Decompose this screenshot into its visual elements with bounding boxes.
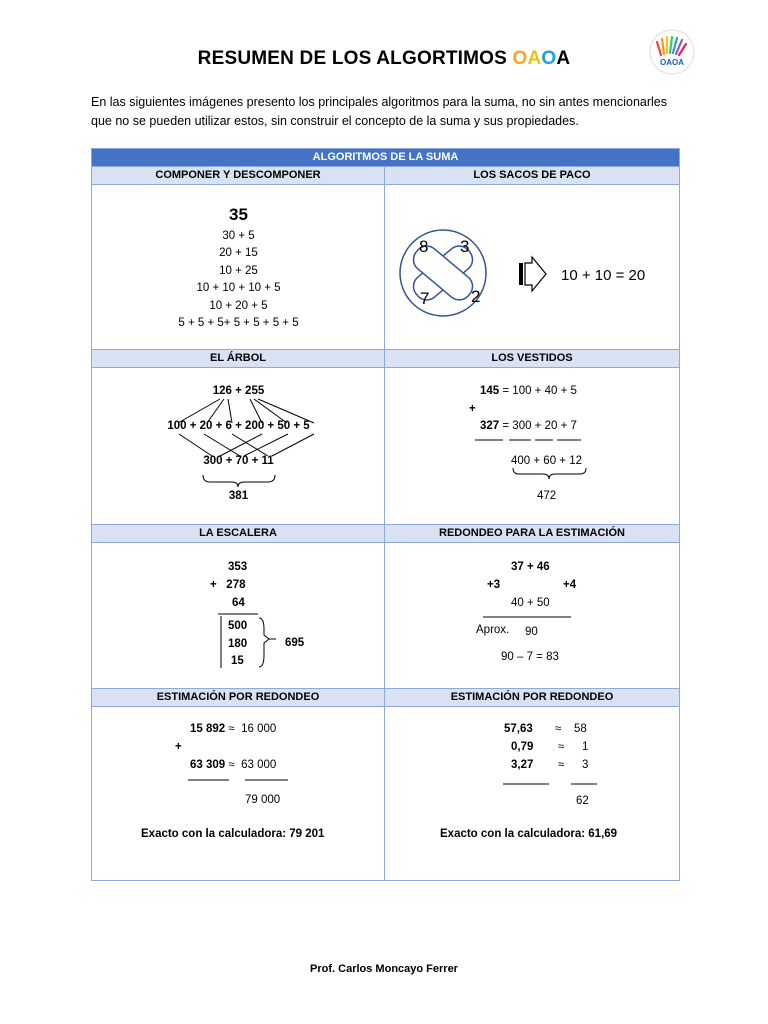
escalera-p1: 500 — [228, 620, 248, 632]
vestidos-decomp1: = 100 + 40 + 5 — [499, 385, 577, 397]
sacos-result: 10 + 10 = 20 — [561, 267, 646, 284]
sack-digit: 8 — [419, 237, 429, 256]
estimacion2-rounded: 58 — [574, 723, 587, 735]
cell-escalera — [92, 543, 385, 689]
logo-text: OAOA — [660, 58, 684, 67]
estimacion2-rounded: 3 — [582, 759, 589, 771]
estimacion2-value: 57,63 — [504, 723, 533, 735]
estimacion2-approx: ≈ — [555, 723, 562, 735]
title-brand-a1: A — [527, 48, 542, 69]
cell-arbol — [92, 368, 385, 525]
estimacion1-a-rounded: ≈ 16 000 — [225, 723, 277, 735]
cell-redondeo — [385, 543, 680, 689]
componer-line: 20 + 15 — [219, 247, 258, 259]
estimacion1-b-value: 63 309 — [190, 759, 226, 771]
table-heading: ALGORITMOS DE LA SUMA — [92, 149, 680, 167]
escalera-p3: 15 — [231, 655, 244, 667]
estimacion1-b-rounded: ≈ 63 000 — [225, 759, 277, 771]
componer-line: 10 + 20 + 5 — [209, 300, 268, 312]
header-redondeo: REDONDEO PARA LA ESTIMACIÓN — [385, 525, 680, 543]
cell-sacos — [385, 185, 680, 350]
redondeo-sum: 40 + 50 — [511, 597, 550, 609]
footer-author: Prof. Carlos Moncayo Ferrer — [310, 963, 458, 975]
header-estimacion-1: ESTIMACIÓN POR REDONDEO — [92, 689, 385, 707]
oaoa-logo — [648, 28, 696, 76]
vestidos-sum: 400 + 60 + 12 — [511, 455, 582, 467]
redondeo-adj-right: +4 — [563, 579, 577, 591]
vestidos-plus: + — [469, 403, 476, 415]
header-componer: COMPONER Y DESCOMPONER — [92, 167, 385, 185]
sack-digit: 2 — [471, 287, 481, 306]
redondeo-aprox-value: 90 — [525, 626, 538, 638]
title-brand-o1: O — [512, 48, 528, 69]
redondeo-adj-left: +3 — [487, 579, 501, 591]
escalera-result: 695 — [285, 637, 305, 649]
redondeo-top: 37 + 46 — [511, 561, 550, 573]
redondeo-aprox-label: Aprox. — [476, 624, 510, 636]
estimacion1-lines — [92, 707, 385, 880]
vestidos-decomp2: = 300 + 20 + 7 — [499, 420, 577, 432]
escalera-n3: 64 — [232, 597, 245, 609]
escalera-n2: + 278 — [210, 579, 246, 591]
sacos-diagram — [385, 185, 680, 349]
header-estimacion-2: ESTIMACIÓN POR REDONDEO — [385, 689, 680, 707]
componer-line: 30 + 5 — [222, 230, 255, 242]
tree-result: 381 — [228, 490, 249, 502]
cell-vestidos — [385, 368, 680, 525]
intro-paragraph: En las siguientes imágenes presento los principales algoritmos para la suma, no sin antes mencionarles que no se pueden utilizar estos, sin construir el concepto de la suma y sus propiedades. — [91, 95, 668, 128]
header-vestidos: LOS VESTIDOS — [385, 350, 680, 368]
componer-line: 10 + 10 + 10 + 5 — [196, 282, 281, 294]
cell-estimacion-2 — [385, 707, 680, 881]
estimacion1-sum: 79 000 — [245, 794, 281, 806]
estimacion2-rounded: 1 — [582, 741, 589, 753]
header-arbol: EL ÁRBOL — [92, 350, 385, 368]
title-prefix: RESUMEN DE LOS ALGORTIMOS — [197, 48, 513, 69]
vestidos-lines — [385, 368, 680, 524]
sack-digit: 3 — [460, 237, 470, 256]
vestidos-num1: 145 — [480, 385, 500, 397]
estimacion2-approx: ≈ — [558, 741, 565, 753]
estimacion2-value: 0,79 — [511, 741, 534, 753]
estimacion2-exact: Exacto con la calculadora: 61,69 — [440, 828, 618, 840]
escalera-n1: 353 — [228, 561, 248, 573]
estimacion2-value: 3,27 — [511, 759, 534, 771]
header-escalera: LA ESCALERA — [92, 525, 385, 543]
redondeo-line — [385, 543, 680, 688]
componer-number: 35 — [229, 205, 248, 224]
estimacion1-plus: + — [175, 741, 182, 753]
arrow-icon — [519, 257, 546, 291]
sack-digit: 7 — [420, 289, 430, 308]
title-brand-o2: O — [541, 48, 557, 69]
redondeo-final: 90 – 7 = 83 — [501, 651, 559, 663]
tree-top: 126 + 255 — [212, 385, 265, 397]
componer-line: 5 + 5 + 5+ 5 + 5 + 5 + 5 — [178, 317, 299, 329]
estimacion2-lines — [385, 707, 680, 880]
componer-line: 10 + 25 — [219, 265, 258, 277]
header-sacos: LOS SACOS DE PACO — [385, 167, 680, 185]
vestidos-num2: 327 — [480, 420, 500, 432]
estimacion2-sum: 62 — [576, 795, 589, 807]
cell-componer — [92, 185, 385, 350]
vestidos-result: 472 — [537, 490, 557, 502]
escalera-p2: 180 — [228, 638, 248, 650]
cell-estimacion-1 — [92, 707, 385, 881]
estimacion1-exact: Exacto con la calculadora: 79 201 — [141, 828, 325, 840]
estimacion1-a-value: 15 892 — [190, 723, 226, 735]
algorithms-table — [91, 148, 680, 881]
title-brand-a2: A — [556, 48, 571, 69]
tree-bottom: 300 + 70 + 11 — [203, 455, 274, 467]
tree-middle: 100 + 20 + 6 + 200 + 50 + 5 — [167, 420, 310, 432]
estimacion2-approx: ≈ — [558, 759, 565, 771]
